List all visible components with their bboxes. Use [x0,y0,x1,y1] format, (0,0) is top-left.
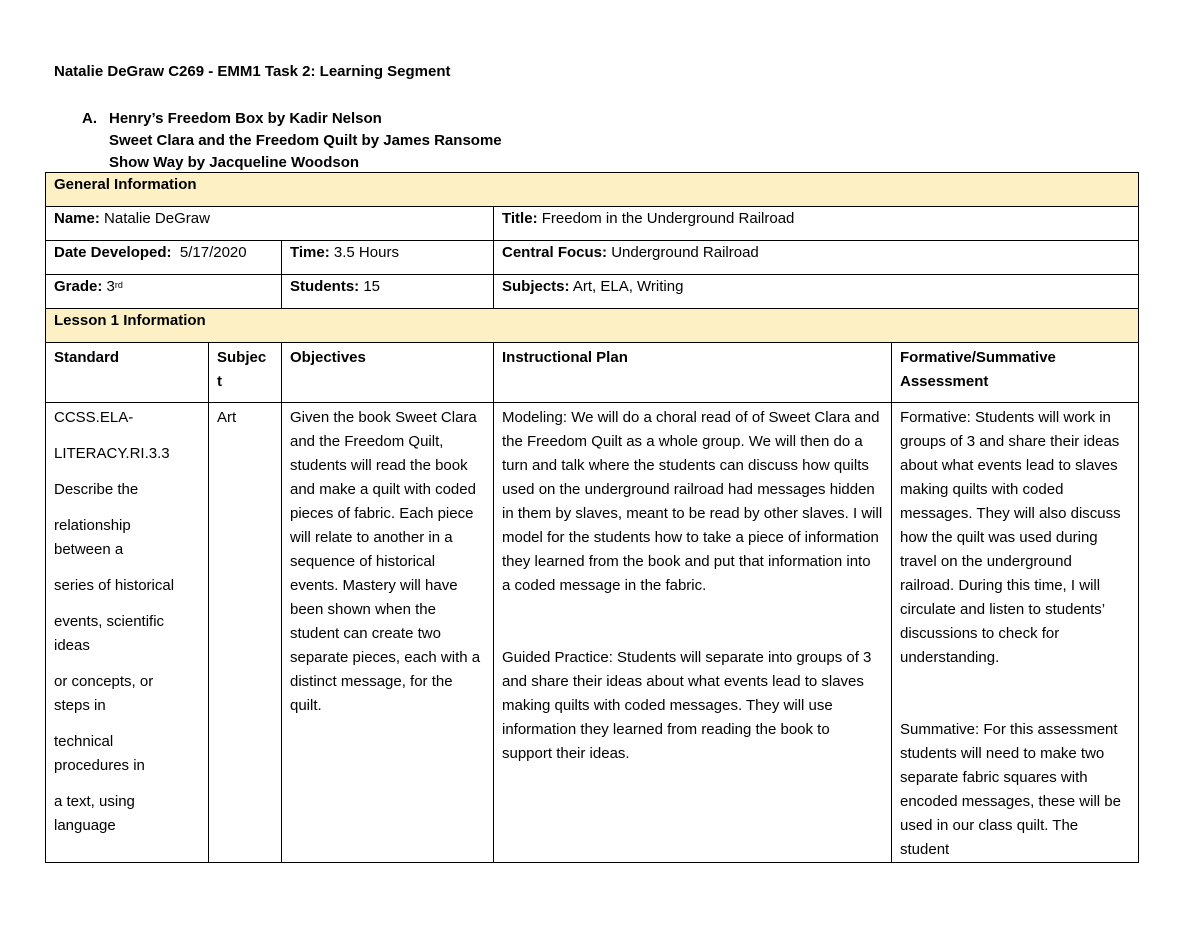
lesson-plan-table [45,172,1139,863]
central-focus-cell: Central Focus: Underground Railroad [494,241,1139,275]
book-line-1: A. Henry’s Freedom Box by Kadir Nelson [82,108,502,130]
lesson1-info-header: Lesson 1 Information [46,309,1139,343]
general-info-header: General Information [46,173,1139,207]
subject-cell: Art [209,403,282,863]
assessment-summative: Summative: For this assessment students will need to make two separate fabric squares with encoded messages, these will be used in our class quilt. The student [900,721,1121,858]
subjects-cell: Subjects: Art, ELA, Writing [494,275,1139,309]
name-cell: Name: Natalie DeGraw [46,207,494,241]
assessment-cell [892,403,1139,863]
instructional-plan-cell [494,403,892,863]
col-header-assessment: Formative/Summative Assessment [892,343,1139,403]
time-cell: Time: 3.5 Hours [282,241,494,275]
assessment-formative: Formative: Students will work in groups of 3 and share their ideas about what events lead to slaves making quilts with coded messages. They will also discuss how the quilt was used during travel on the underground railroad. During this time, I will circulate and listen to students’ discussions to check for understanding. [900,409,1121,666]
standard-cell: CCSS.ELA- LITERACY.RI.3.3 Describe the relationship between a series of historical events, scientific ideas or concepts, or steps in technical procedures in a text, using language [46,403,209,863]
date-cell: Date Developed: 5/17/2020 [46,241,282,275]
col-header-objectives: Objectives [282,343,494,403]
plan-guided-practice: Guided Practice: Students will separate into groups of 3 and share their ideas about what events lead to slaves making quilts with coded messages. They will use information they learned from reading the book to support their ideas. [502,649,872,762]
col-header-instructional-plan: Instructional Plan [494,343,892,403]
col-header-subject: Subjec t [209,343,282,403]
book-line-2: Sweet Clara and the Freedom Quilt by James Ransome [109,132,502,149]
title-cell: Title: Freedom in the Underground Railroad [494,207,1139,241]
book-list [82,108,502,174]
col-header-standard: Standard [46,343,209,403]
students-cell: Students: 15 [282,275,494,309]
book-line-3: Show Way by Jacqueline Woodson [109,154,360,171]
document-heading: Natalie DeGraw C269 - EMM1 Task 2: Learning Segment [54,63,451,80]
objectives-cell: Given the book Sweet Clara and the Freedom Quilt, students will read the book and make a quilt with coded pieces of fabric. Each piece will relate to another in a sequence of historical events. Mastery will have been shown when the student can create two separate pieces, each with a distinct message, for the quilt. [282,403,494,863]
grade-cell: Grade: 3rd [46,275,282,309]
list-marker: A. [82,110,97,127]
plan-modeling: Modeling: We will do a choral read of of Sweet Clara and the Freedom Quilt as a whole group. We will then do a turn and talk where the students can discuss how quilts used on the underground railroad had messages hidden in them by slaves, meant to be read by other slaves. I will model for the students how to take a piece of information they learned from the book and put that information into a coded message in the fabric. [502,409,883,594]
